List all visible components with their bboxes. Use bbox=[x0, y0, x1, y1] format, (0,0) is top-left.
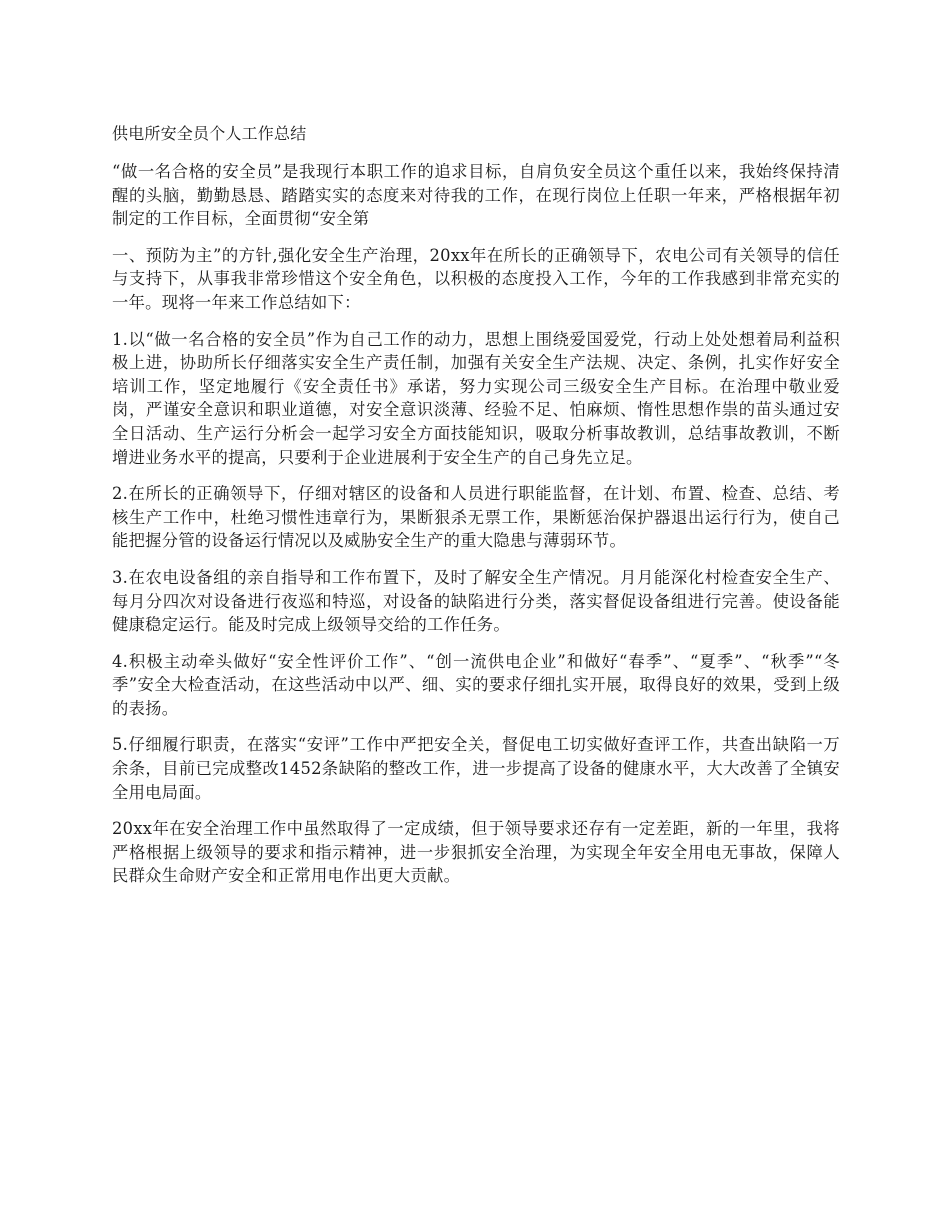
paragraph-policy: 一、预防为主”的方针,强化安全生产治理，20xx年在所长的正确领导下，农电公司有关领导的信任与支持下，从事我非常珍惜这个安全角色，以积极的态度投入工作，今年的工作我感到非常充实的一年。现将一年来工作总结如下： bbox=[112, 245, 840, 312]
document-page bbox=[112, 122, 840, 901]
paragraph-intro: “做一名合格的安全员”是我现行本职工作的追求目标，自肩负安全员这个重任以来，我始终保持清醒的头脑，勤勤恳恳、踏踏实实的态度来对待我的工作，在现行岗位上任职一年来，严格根据年初制定的工作目标，全面贯彻“安全第 bbox=[112, 162, 840, 229]
paragraph-item-3: 3.在农电设备组的亲自指导和工作布置下，及时了解安全生产情况。月月能深化村检查安全生产、每月分四次对设备进行夜巡和特巡，对设备的缺陷进行分类，落实督促设备组进行完善。使设备能健康稳定运行。能及时完成上级领导交给的工作任务。 bbox=[112, 567, 840, 635]
paragraph-item-2: 2.在所长的正确领导下，仔细对辖区的设备和人员进行职能监督，在计划、布置、检查、总结、考核生产工作中，杜绝习惯性违章行为，果断狠杀无票工作，果断惩治保护器退出运行行为，使自己能把握分管的设备运行情况以及威胁安全生产的重大隐患与薄弱环节。 bbox=[112, 484, 840, 551]
paragraph-conclusion: 20xx年在安全治理工作中虽然取得了一定成绩，但于领导要求还存有一定差距，新的一年里，我将严格根据上级领导的要求和指示精神，进一步狠抓安全治理，为实现全年安全用电无事故，保障人民群众生命财产安全和正常用电作出更大贡献。 bbox=[112, 819, 840, 886]
paragraph-item-5: 5.仔细履行职责，在落实“安评”工作中严把安全关，督促电工切实做好查评工作，共查出缺陷一万余条，目前已完成整改1452条缺陷的整改工作，进一步提高了设备的健康水平，大大改善了全镇安全用电局面。 bbox=[112, 735, 840, 802]
paragraph-item-1: 1.以“做一名合格的安全员”作为自己工作的动力，思想上围绕爱国爱党，行动上处处想着局利益积极上进，协助所长仔细落实安全生产责任制，加强有关安全生产法规、决定、条例，扎实作好安全培训工作，坚定地履行《安全责任书》承诺，努力实现公司三级安全生产目标。在治理中敬业爱岗，严谨安全意识和职业道德，对安全意识淡薄、经验不足、怕麻烦、惰性思想作祟的苗头通过安全日活动、生产运行分析会一起学习安全方面技能知识，吸取分析事故教训，总结事故教训，不断增进业务水平的提高，只要利于企业进展利于安全生产的自己身先立足。 bbox=[112, 329, 840, 467]
paragraph-item-4: 4.积极主动牵头做好“安全性评价工作”、“创一流供电企业”和做好“春季”、“夏季”、“秋季”“冬季”安全大检查活动，在这些活动中以严、细、实的要求仔细扎实开展，取得良好的效果，受到上级的表扬。 bbox=[112, 651, 840, 718]
document-title: 供电所安全员个人工作总结 bbox=[112, 124, 307, 143]
